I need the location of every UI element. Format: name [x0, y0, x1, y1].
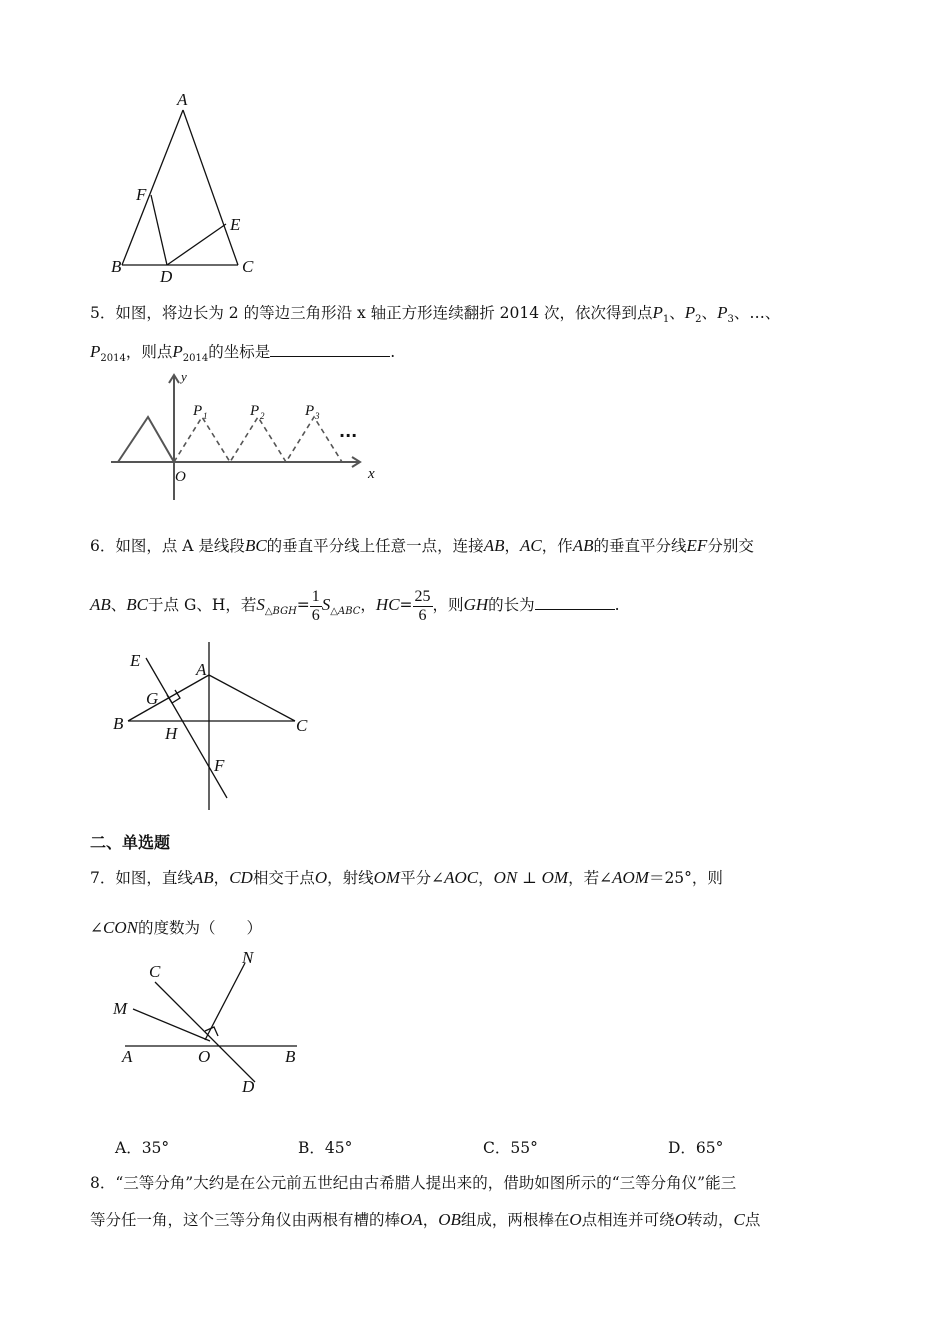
question-7-line1: [90, 867, 723, 889]
q7-O: O: [314, 868, 328, 887]
q5-end: .: [390, 343, 396, 361]
q7-text-5: ，若∠: [568, 869, 613, 887]
q7-text-1: 如图，直线: [115, 869, 193, 887]
point-P1-sub: 1: [203, 411, 208, 421]
q7-CON: CON: [103, 918, 138, 937]
q8-text-6: 点: [744, 1211, 761, 1229]
q5-sep3: 、: [733, 304, 750, 322]
continuation-dots: ···: [339, 426, 358, 445]
q7-option-b[interactable]: B．45°: [298, 1139, 353, 1157]
q6-BC2: BC: [126, 595, 149, 614]
q6-fraction-1-6: $\frac{1}{6}$: [311, 587, 320, 624]
question-6-line1: [90, 535, 754, 557]
q8-C: C: [733, 1210, 745, 1229]
label-A: A: [177, 90, 188, 109]
q7-AOC: AOC: [444, 868, 479, 887]
point-P3-label: P: [305, 403, 315, 419]
flip-triangle-figure: [105, 365, 395, 505]
q5-dots: …、: [749, 304, 781, 322]
q7-OM: OM: [373, 868, 401, 887]
q7-comma: ，: [213, 869, 230, 887]
q6-fraction-25-6: $\frac{25}{6}$: [414, 587, 431, 624]
axis-x-label: x: [368, 466, 375, 482]
q6-S2: S: [321, 595, 331, 614]
q8-OA: OA: [400, 1210, 423, 1229]
q8-text-5: 转动，: [686, 1211, 734, 1229]
q6-answer-blank[interactable]: [535, 593, 615, 610]
q8-text-2: 等分任一角，这个三等分角仪由两根有槽的棒: [90, 1211, 401, 1229]
q8-text-4: 点相连并可绕: [581, 1211, 675, 1229]
fig7-label-D: D: [242, 1077, 255, 1096]
q6-text-f: 于点 G、H，若: [148, 596, 257, 614]
question-8-line1: [90, 1172, 736, 1194]
point-P2-label: P: [250, 403, 260, 419]
fig7-label-C: C: [149, 962, 161, 981]
q6-number: 6．: [90, 537, 116, 555]
q5-sub2014: 2014: [100, 353, 126, 365]
q8-number: 8．: [90, 1174, 116, 1192]
label-C: C: [242, 257, 254, 276]
q5-sub2014b: 2014: [182, 353, 209, 365]
q6-AC: AC: [519, 536, 542, 555]
q7-ON: ON: [493, 868, 518, 887]
fig7-label-B: B: [285, 1047, 296, 1066]
q6-AB3: AB: [90, 595, 111, 614]
q6-end: .: [614, 596, 620, 614]
q7-comma2: ，: [478, 869, 494, 887]
origin-label: O: [175, 469, 186, 485]
fig6-label-C: C: [296, 716, 308, 735]
q6-eq2: =: [399, 596, 413, 614]
q6-text-h: 的长为: [488, 596, 535, 614]
q7-CD: CD: [229, 868, 253, 887]
q6-AB2: AB: [572, 536, 594, 555]
q6-comma2: ，: [360, 596, 376, 614]
q6-EF: EF: [686, 536, 708, 555]
q7-text-7: 的度数为（ ）: [137, 919, 262, 937]
q7-option-c[interactable]: C．55°: [483, 1139, 538, 1157]
q6-S1: S: [256, 595, 265, 614]
q5-number: 5．: [90, 304, 116, 322]
question-7-line2: [90, 917, 262, 939]
q7-angle-symbol: ∠: [90, 919, 103, 937]
q6-comma: ，: [504, 537, 520, 555]
q6-text-c: ，作: [541, 537, 573, 555]
q5-P3: P: [717, 303, 728, 322]
q5-P2014: P: [90, 342, 101, 361]
q7-text-2: 相交于点: [252, 869, 315, 887]
q6-text-d: 的垂直平分线: [593, 537, 687, 555]
q8-comma: ，: [422, 1211, 439, 1229]
fig6-label-B: B: [113, 714, 124, 733]
point-P1-label: P: [193, 403, 203, 419]
q8-text-3: 组成，两根棒在: [460, 1211, 570, 1229]
q5-P2014b: P: [172, 342, 183, 361]
fig7-label-M: M: [113, 999, 128, 1018]
q7-text-4: 平分∠: [400, 869, 445, 887]
q6-AB: AB: [483, 536, 505, 555]
q7-option-a[interactable]: A．35°: [115, 1139, 170, 1157]
q7-perp: ⊥: [517, 869, 542, 887]
q7-AB: AB: [192, 868, 214, 887]
q5-sub1: 1: [662, 314, 670, 326]
triangle-figure: [100, 85, 270, 285]
q5-P1: P: [652, 303, 663, 322]
point-P3-sub: 3: [315, 411, 320, 421]
q7-AOM: AOM: [612, 868, 649, 887]
fig7-label-A: A: [122, 1047, 133, 1066]
question-6-line2: [90, 585, 620, 632]
q5-sub3: 3: [727, 314, 734, 326]
q5-sep1: 、: [669, 304, 685, 322]
q6-HC: HC: [375, 595, 400, 614]
q5-text3: 的坐标是: [208, 343, 271, 361]
axis-y-label: y: [181, 369, 187, 384]
fig7-label-N: N: [242, 948, 254, 967]
angle-figure: [105, 945, 315, 1105]
fig7-label-O: O: [198, 1047, 211, 1066]
q7-option-d[interactable]: D．65°: [668, 1139, 724, 1157]
section-heading: 二、单选题: [90, 833, 171, 852]
question-5-line1: [90, 302, 780, 331]
q6-BC: BC: [244, 536, 267, 555]
q5-P2: P: [684, 303, 696, 322]
label-E: E: [230, 215, 241, 234]
label-B: B: [111, 257, 122, 276]
q8-text-1: “三等分角”大约是在公元前五世纪由古希腊人提出来的，借助如图所示的“三等分角仪”能三: [115, 1174, 737, 1192]
label-D: D: [160, 267, 173, 285]
q6-eq1: =: [296, 596, 310, 614]
q7-text-6: ＝25°，则: [648, 869, 723, 887]
q8-OB: OB: [438, 1210, 461, 1229]
fig6-label-F: F: [214, 756, 225, 775]
q7-text-3: ，射线: [327, 869, 374, 887]
q6-text-g: ，则: [432, 596, 464, 614]
q5-sep2: 、: [701, 304, 718, 322]
label-F: F: [136, 185, 147, 204]
q6-text-b: 的垂直平分线上任意一点，连接: [266, 537, 484, 555]
q6-sep: 、: [110, 596, 127, 614]
q5-sub2: 2: [695, 314, 702, 326]
q6-sub-ABC: △ABC: [330, 606, 361, 618]
q5-answer-blank[interactable]: [270, 340, 390, 357]
q8-O2: O: [674, 1210, 687, 1229]
q7-OM2: OM: [541, 868, 569, 887]
q6-GH: GH: [463, 595, 489, 614]
fig6-label-E: E: [130, 651, 141, 670]
q6-text-a: 如图，点 A 是线段: [115, 537, 245, 555]
perpendicular-bisector-figure: [105, 635, 325, 815]
fig6-label-A: A: [196, 660, 207, 679]
q5-text2: ，则点: [125, 343, 173, 361]
q6-text-e: 分别交: [707, 537, 754, 555]
q5-text1: 如图，将边长为 2 的等边三角形沿 x 轴正方形连续翻折 2014 次，依次得到点: [115, 304, 653, 322]
q6-sub-BGH: △BGH: [264, 606, 297, 618]
fig6-label-G: G: [146, 689, 159, 708]
fig6-label-H: H: [165, 724, 178, 743]
q7-number: 7．: [90, 869, 116, 887]
point-P2-sub: 2: [260, 411, 265, 421]
q8-O: O: [569, 1210, 582, 1229]
question-8-line2: [90, 1209, 760, 1231]
